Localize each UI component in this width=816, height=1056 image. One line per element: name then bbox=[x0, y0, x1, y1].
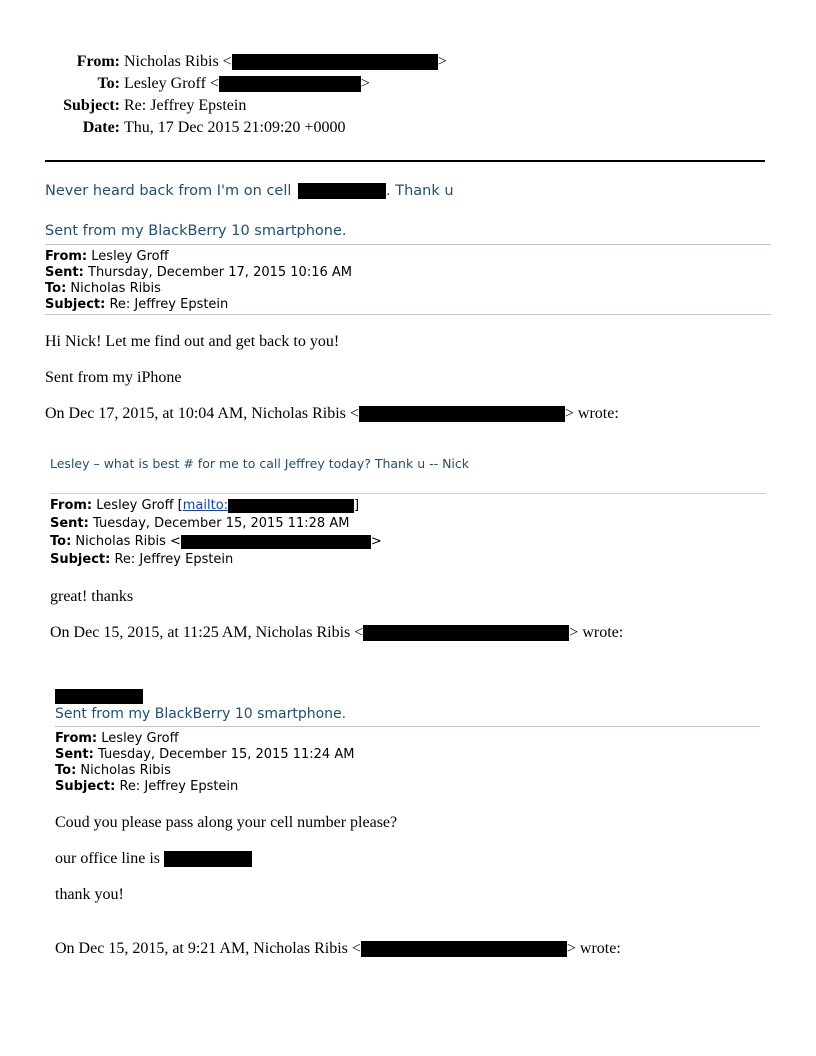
quote-intro-end: > wrote: bbox=[569, 624, 624, 641]
to-value: Nicholas Ribis bbox=[80, 763, 171, 778]
redaction-box bbox=[228, 499, 354, 513]
quote-intro-end: > wrote: bbox=[566, 940, 621, 957]
message-line: great! thanks bbox=[50, 588, 134, 605]
quote-intro-text: On Dec 15, 2015, at 11:25 AM, Nicholas Ribis < bbox=[50, 624, 364, 641]
redaction-box bbox=[219, 76, 361, 92]
redaction-box bbox=[181, 535, 371, 549]
to-value: Nicholas Ribis bbox=[70, 281, 161, 296]
from-label: From: bbox=[50, 498, 93, 513]
message-text: Never heard back from I'm on cell bbox=[45, 183, 292, 199]
message-line: Hi Nick! Let me find out and get back to you! bbox=[45, 333, 340, 350]
header-subject-label: Subject: bbox=[63, 97, 120, 114]
quote-intro-text: On Dec 17, 2015, at 10:04 AM, Nicholas Ribis < bbox=[45, 405, 359, 422]
quote-intro-end: > wrote: bbox=[564, 405, 619, 422]
quote-intro bbox=[55, 940, 621, 958]
from-value: Lesley Groff bbox=[101, 731, 179, 746]
subject-label: Subject: bbox=[55, 779, 116, 794]
message-body bbox=[45, 183, 454, 199]
header-to-label: To: bbox=[97, 75, 120, 92]
message-line: Lesley – what is best # for me to call Jeffrey today? Thank u -- Nick bbox=[50, 456, 470, 471]
sent-value: Tuesday, December 15, 2015 11:28 AM bbox=[93, 516, 350, 531]
quote-divider bbox=[50, 493, 766, 494]
quote-intro bbox=[50, 624, 623, 642]
header-subject-value: Re: Jeffrey Epstein bbox=[124, 97, 247, 114]
message-line: Sent from my iPhone bbox=[45, 369, 182, 386]
message-body bbox=[55, 687, 143, 705]
sent-label: Sent: bbox=[45, 265, 84, 280]
to-value: Nicholas Ribis < bbox=[75, 534, 181, 549]
to-close: > bbox=[370, 534, 382, 549]
sent-value: Tuesday, December 15, 2015 11:24 AM bbox=[98, 747, 355, 762]
from-label: From: bbox=[45, 249, 88, 264]
signature: Sent from my BlackBerry 10 smartphone. bbox=[45, 223, 347, 239]
to-label: To: bbox=[50, 534, 72, 549]
header-to-close: > bbox=[360, 75, 370, 92]
message-text: our office line is bbox=[55, 850, 161, 867]
from-value: Lesley Groff bbox=[91, 249, 169, 264]
to-label: To: bbox=[55, 763, 77, 778]
subject-value: Re: Jeffrey Epstein bbox=[119, 779, 239, 794]
sent-label: Sent: bbox=[50, 516, 89, 531]
message-line-office bbox=[55, 850, 252, 868]
sent-value: Thursday, December 17, 2015 10:16 AM bbox=[88, 265, 352, 280]
header-from-close: > bbox=[437, 53, 447, 70]
quoted-header bbox=[50, 497, 382, 569]
header-date-label: Date: bbox=[82, 119, 120, 136]
header-date-value: Thu, 17 Dec 2015 21:09:20 +0000 bbox=[124, 119, 346, 136]
from-label: From: bbox=[55, 731, 98, 746]
message-line: thank you! bbox=[55, 886, 124, 903]
quote-intro bbox=[45, 405, 619, 423]
header-from-label: From: bbox=[76, 53, 120, 70]
quoted-header bbox=[45, 249, 352, 313]
subject-value: Re: Jeffrey Epstein bbox=[109, 297, 229, 312]
redaction-box bbox=[361, 941, 567, 957]
subject-label: Subject: bbox=[50, 552, 111, 567]
to-label: To: bbox=[45, 281, 67, 296]
signature: Sent from my BlackBerry 10 smartphone. bbox=[55, 706, 347, 722]
header-to-value: Lesley Groff < bbox=[124, 75, 219, 92]
redaction-box bbox=[359, 406, 565, 422]
quote-divider bbox=[55, 726, 760, 727]
redaction-box bbox=[298, 183, 386, 199]
subject-label: Subject: bbox=[45, 297, 106, 312]
redaction-box bbox=[164, 851, 252, 867]
header-date-row bbox=[0, 119, 360, 137]
subject-value: Re: Jeffrey Epstein bbox=[114, 552, 234, 567]
header-to-row bbox=[0, 75, 370, 93]
redaction-box bbox=[363, 625, 569, 641]
header-from-row bbox=[0, 53, 447, 71]
quote-intro-text: On Dec 15, 2015, at 9:21 AM, Nicholas Ribis < bbox=[55, 940, 361, 957]
quote-divider bbox=[45, 244, 771, 245]
sent-label: Sent: bbox=[55, 747, 94, 762]
from-value: Lesley Groff [ bbox=[96, 498, 183, 513]
quote-divider bbox=[45, 314, 771, 315]
redaction-box bbox=[232, 54, 438, 70]
quoted-header bbox=[55, 731, 354, 795]
mailto-link[interactable]: mailto: bbox=[182, 498, 229, 513]
message-line: Coud you please pass along your cell number please? bbox=[55, 814, 398, 831]
header-from-value: Nicholas Ribis < bbox=[124, 53, 232, 70]
from-close: ] bbox=[354, 498, 360, 513]
message-text-end: . Thank u bbox=[386, 183, 454, 199]
redaction-box bbox=[55, 689, 143, 704]
header-divider bbox=[45, 160, 765, 162]
header-subject-row bbox=[0, 97, 360, 115]
